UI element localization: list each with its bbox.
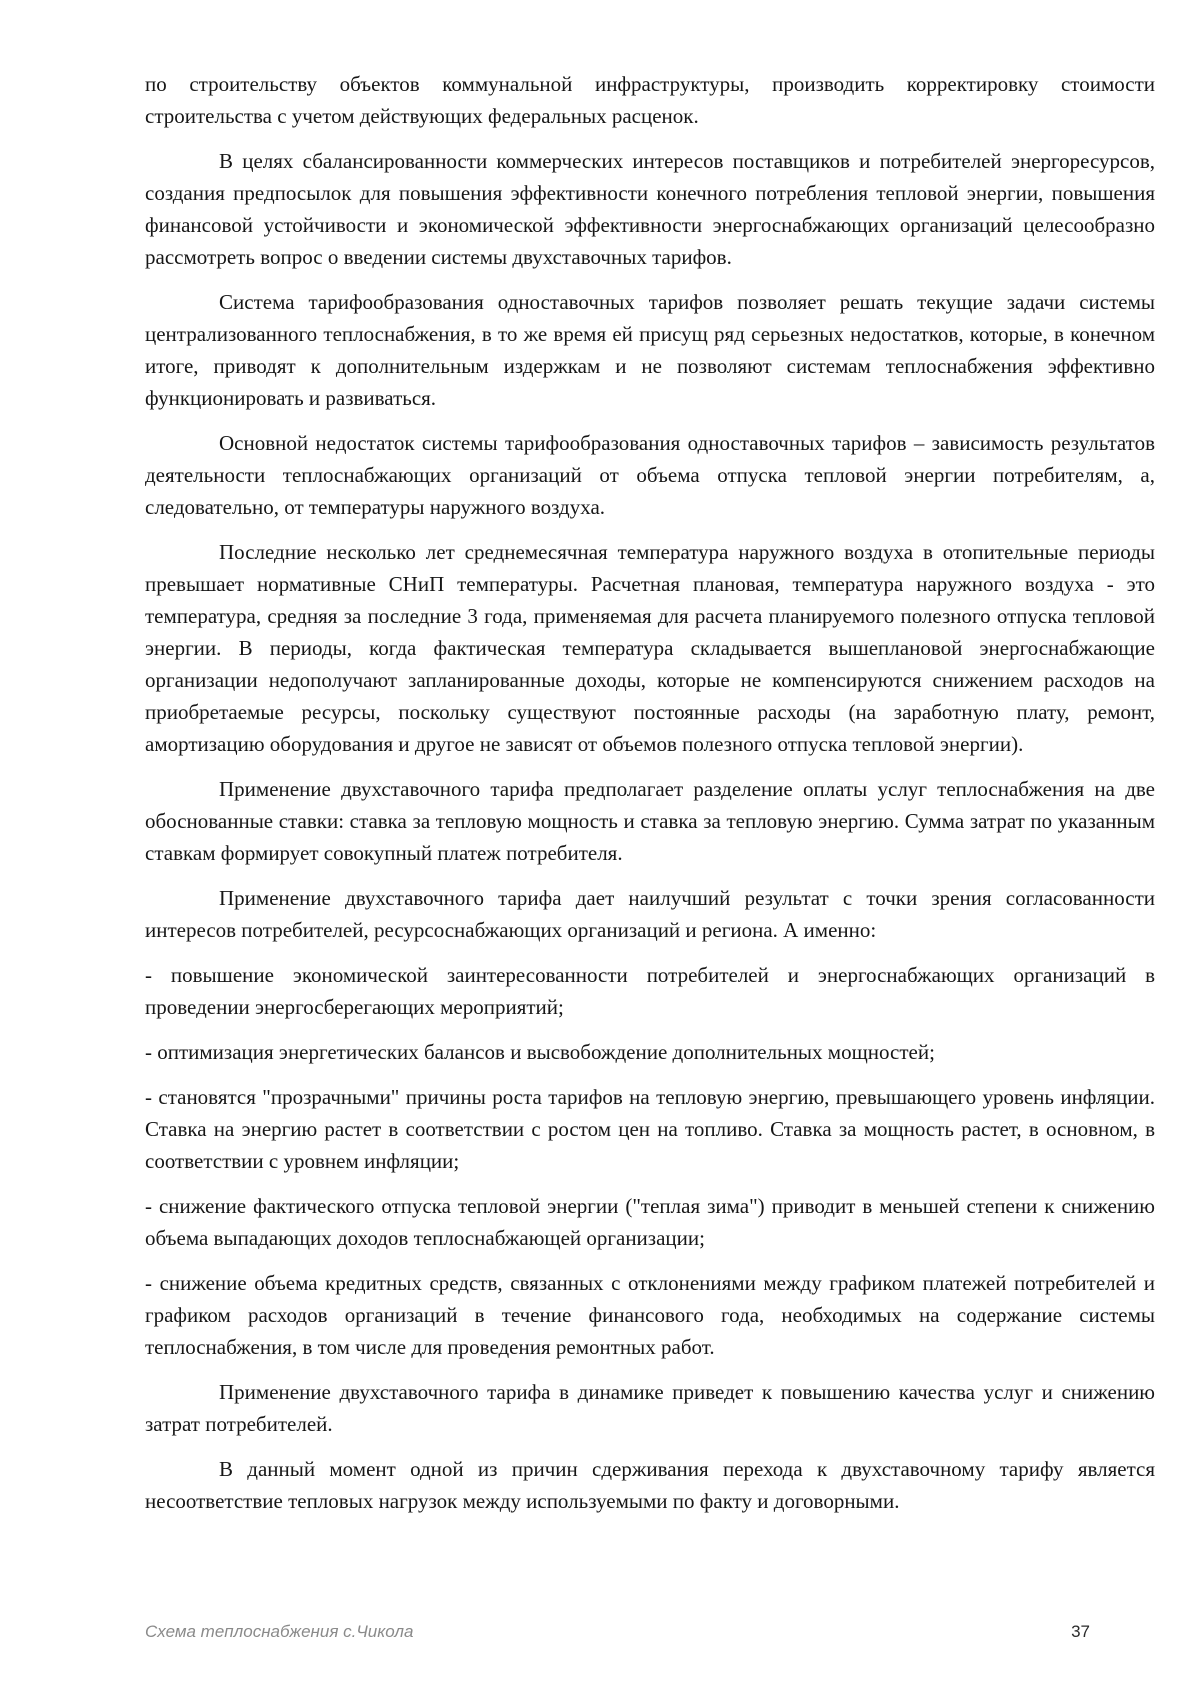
- paragraph: В целях сбалансированности коммерческих интересов поставщиков и потребителей энергоресурсов, создания предпосылок для повышения эффективности конечного потребления тепловой энергии, повышения финансовой устойчивости и экономической эффективности энергоснабжающих организаций целесообразно рассмотреть вопрос о введении системы двухставочных тарифов.: [145, 149, 1155, 269]
- paragraph: Последние несколько лет среднемесячная температура наружного воздуха в отопительные периоды превышает нормативные СНиП температуры. Расчетная плановая, температура наружного воздуха - это температура, средняя за последние 3 года, применяемая для расчета планируемого полезного отпуска тепловой энергии. В периоды, когда фактическая температура складывается вышеплановой энергоснабжающие организации недополучают запланированные доходы, которые не компенсируются снижением расходов на приобретаемые ресурсы, поскольку существуют постоянные расходы (на заработную плату, ремонт, амортизацию оборудования и другое не зависят от объемов полезного отпуска тепловой энергии).: [145, 540, 1155, 756]
- document-body: [145, 68, 1155, 1530]
- list-item: - оптимизация энергетических балансов и высвобождение дополнительных мощностей;: [145, 1040, 935, 1064]
- list-item: - становятся "прозрачными" причины роста тарифов на тепловую энергию, превышающего уровень инфляции. Ставка на энергию растет в соответствии с ростом цен на топливо. Ставка за мощность растет, в основном, в соответствии с уровнем инфляции;: [145, 1085, 1155, 1173]
- footer-title: Схема теплоснабжения с.Чикола: [145, 1622, 414, 1641]
- page-footer: [145, 1622, 1090, 1642]
- paragraph: В данный момент одной из причин сдерживания перехода к двухставочному тарифу является несоответствие тепловых нагрузок между используемыми по факту и договорными.: [145, 1457, 1155, 1513]
- paragraph: Основной недостаток системы тарифообразования одноставочных тарифов – зависимость результатов деятельности теплоснабжающих организаций от объема отпуска тепловой энергии потребителям, а, следовательно, от температуры наружного воздуха.: [145, 431, 1155, 519]
- paragraph: Применение двухставочного тарифа дает наилучший результат с точки зрения согласованности интересов потребителей, ресурсоснабжающих организаций и региона. А именно:: [145, 886, 1155, 942]
- paragraph: Система тарифообразования одноставочных тарифов позволяет решать текущие задачи системы централизованного теплоснабжения, в то же время ей присущ ряд серьезных недостатков, которые, в конечном итоге, приводят к дополнительным издержкам и не позволяют системам теплоснабжения эффективно функционировать и развиваться.: [145, 290, 1155, 410]
- list-item: - снижение фактического отпуска тепловой энергии ("теплая зима") приводит в меньшей степени к снижению объема выпадающих доходов теплоснабжающей организации;: [145, 1194, 1155, 1250]
- paragraph: Применение двухставочного тарифа предполагает разделение оплаты услуг теплоснабжения на две обоснованные ставки: ставка за тепловую мощность и ставка за тепловую энергию. Сумма затрат по указанным ставкам формирует совокупный платеж потребителя.: [145, 777, 1155, 865]
- list-item: - снижение объема кредитных средств, связанных с отклонениями между графиком платежей потребителей и графиком расходов организаций в течение финансового года, необходимых на содержание системы теплоснабжения, в том числе для проведения ремонтных работ.: [145, 1271, 1155, 1359]
- paragraph: Применение двухставочного тарифа в динамике приведет к повышению качества услуг и снижению затрат потребителей.: [145, 1380, 1155, 1436]
- page-number: 37: [1071, 1622, 1090, 1641]
- paragraph-continuation: по строительству объектов коммунальной инфраструктуры, производить корректировку стоимости строительства с учетом действующих федеральных расценок.: [145, 72, 1155, 128]
- list-item: - повышение экономической заинтересованности потребителей и энергоснабжающих организаций в проведении энергосберегающих мероприятий;: [145, 963, 1155, 1019]
